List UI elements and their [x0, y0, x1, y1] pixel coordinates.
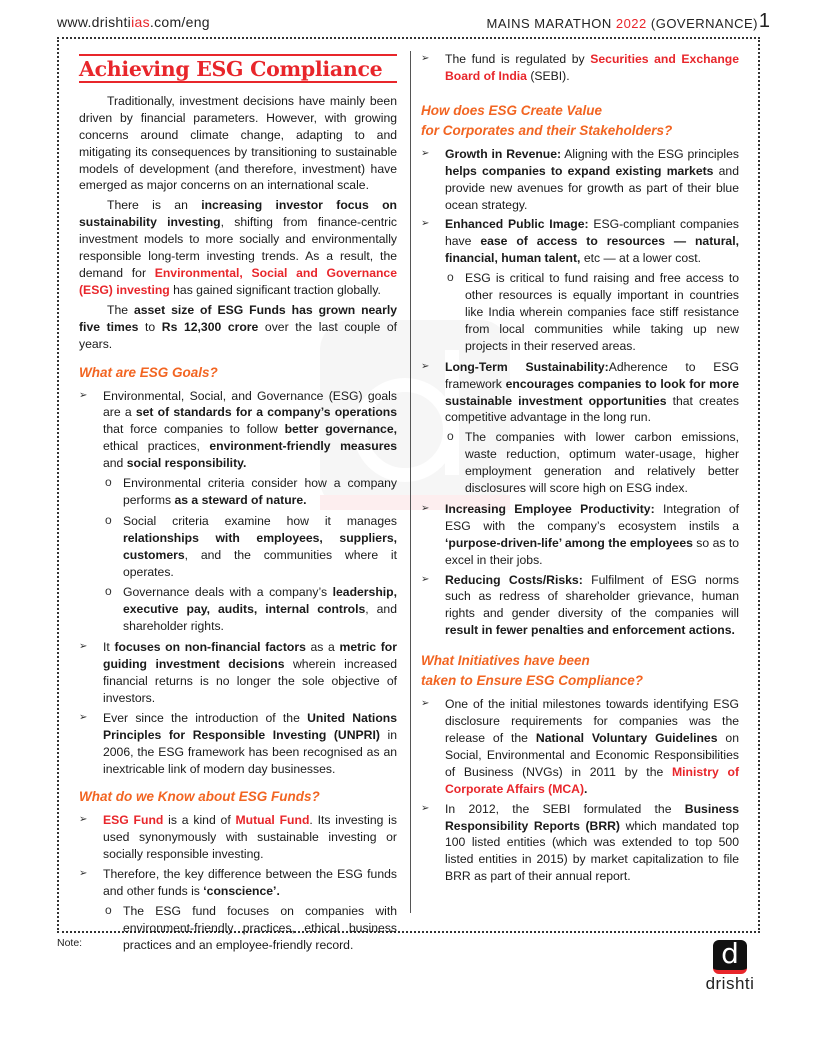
list-item: ➢ The fund is regulated by Securities and Exchange Board of India (SEBI).	[421, 51, 739, 85]
list-item: ➢ It focuses on non-financial factors as a metric for guiding investment decisions wherein increased financial returns is no longer the sole objective of investors.	[79, 639, 397, 707]
list-item: ➢ Environmental, Social, and Governance (ESG) goals are a set of standards for a company’s operations that force companies to follow better governance, ethical practices, environment-friendly measures and social responsibility. o Environmental criteria consider how a company performs as a steward of nature. o Social criteria examine how it manages relationships with employees, suppliers, customers, and the communities where it operates. o Governance deals with a company’s leadership, executive pay, audits, internal controls, and shareholder rights.	[79, 388, 397, 636]
list-item: ➢ Long-Term Sustainability:Adherence to ESG framework encourages companies to look for more sustainable investment opportunities that creates competitive advantage in the long run. o The companies with lower carbon emissions, waste reduction, optimum water-usage, higher employment generation and relatively better disclosures will score high on ESG index.	[421, 359, 739, 497]
column-divider	[410, 51, 411, 913]
list-item: ➢ Reducing Costs/Risks: Fulfilment of ESG norms such as redress of shareholder grievance, human rights and gender diversity of the companies will result in fewer penalties and enforcement actions.	[421, 572, 739, 640]
left-column	[79, 51, 397, 958]
value-sublist	[445, 270, 739, 355]
funds-list	[79, 812, 397, 953]
title-box	[79, 54, 397, 83]
sub-list-item: o Social criteria examine how it manages relationships with employees, suppliers, customers, and the communities where it operates.	[103, 513, 397, 581]
list-item: ➢ Growth in Revenue: Aligning with the ESG principles helps companies to expand existing markets and provide new avenues for growth as part of their blue ocean strategy.	[421, 146, 739, 214]
right-column	[421, 51, 739, 888]
list-item: ➢ In 2012, the SEBI formulated the Business Responsibility Reports (BRR) which mandated top 100 listed entities (which was extended to top 500 listed entities in 2015) by market capitalization to file BRR as part of their annual report.	[421, 801, 739, 886]
drishti-logo	[700, 937, 760, 994]
intro-paragraph-3: The asset size of ESG Funds has grown nearly five times to Rs 12,300 crore over the last couple of years.	[79, 302, 397, 351]
note-label: Note:	[57, 937, 83, 949]
logo-text: drishti	[705, 974, 755, 993]
website-url: www.drishtiias.com/eng	[57, 14, 210, 30]
sub-list-item: o Governance deals with a company’s leadership, executive pay, audits, internal controls, and shareholder rights.	[103, 584, 397, 635]
section-heading-initiatives: What Initiatives have been taken to Ensure ESG Compliance?	[421, 653, 644, 689]
page-number: 1	[758, 10, 770, 32]
list-item: ➢ Increasing Employee Productivity: Integration of ESG with the company’s ecosystem instils a ‘purpose-driven-life’ among the employees so as to excel in their jobs.	[421, 501, 739, 569]
sub-list-item: o ESG is critical to fund raising and free access to other resources is equally important in countries like India wherein companies face stiff resistance from local communities while taking up new projects in their reserved areas.	[445, 270, 739, 355]
drishti-logo-icon: d	[713, 940, 747, 974]
funds-list-continued	[421, 51, 739, 85]
list-item: ➢ Therefore, the key difference between the ESG funds and other funds is ‘conscience’. o The ESG fund focuses on companies with environment-friendly practices, ethical business practices and an employee-friendly record.	[79, 866, 397, 954]
sub-list-item: o The ESG fund focuses on companies with environment-friendly practices, ethical business practices and an employee-friendly record.	[103, 903, 397, 954]
list-item: ➢ Ever since the introduction of the United Nations Principles for Responsible Investing (UNPRI) in 2006, the ESG framework has been recognised as an inextricable link of modern day businesses.	[79, 710, 397, 778]
intro-paragraph-1: Traditionally, investment decisions have mainly been driven by financial parameters. However, with growing concerns around climate change, adapting to and mitigating its consequences by transitioning to sustainable models of development (and therefore, investment) have emerged as major concerns on an international scale.	[79, 93, 397, 193]
sub-list-item: o The companies with lower carbon emissions, waste reduction, optimum water-usage, higher employment generation and relatively better disclosures will score high on ESG index.	[445, 429, 739, 497]
article-title: Achieving ESG Compliance	[79, 57, 383, 81]
value-sublist	[445, 429, 739, 497]
list-item: ➢ One of the initial milestones towards identifying ESG disclosure requirements for companies was the release of the National Voluntary Guidelines on Social, Environmental and Economic Responsibilities of Business (NVGs) in 2011 by the Ministry of Corporate Affairs (MCA).	[421, 696, 739, 797]
initiatives-list	[421, 696, 739, 885]
sub-list-item: o Environmental criteria consider how a company performs as a steward of nature.	[103, 475, 397, 509]
goals-sublist	[103, 475, 397, 635]
funds-sublist	[103, 903, 397, 954]
section-heading-funds: What do we Know about ESG Funds?	[79, 789, 320, 805]
list-item: ➢ ESG Fund is a kind of Mutual Fund. Its investing is used synonymously with sustainable investing or socially responsible investing.	[79, 812, 397, 863]
value-list	[421, 146, 739, 639]
intro-paragraph-2: There is an increasing investor focus on sustainability investing, shifting from finance-centric investment models to more socially and environmentally responsible long-term investing trends. As a result, the demand for Environmental, Social and Governance (ESG) investing has gained significant traction globally.	[79, 198, 397, 297]
list-item: ➢ Enhanced Public Image: ESG-compliant companies have ease of access to resources — natural, financial, human talent, etc — at a lower cost. o ESG is critical to fund raising and free access to other resources is equally important in countries like India wherein companies face stiff resistance from local communities while taking up new projects in their reserved areas.	[421, 216, 739, 354]
section-heading-value: How does ESG Create Value for Corporates and their Stakeholders?	[421, 102, 673, 138]
series-title: MAINS MARATHON 2022 (GOVERNANCE)	[486, 16, 758, 31]
section-heading-goals: What are ESG Goals?	[79, 364, 218, 380]
goals-list	[79, 388, 397, 778]
